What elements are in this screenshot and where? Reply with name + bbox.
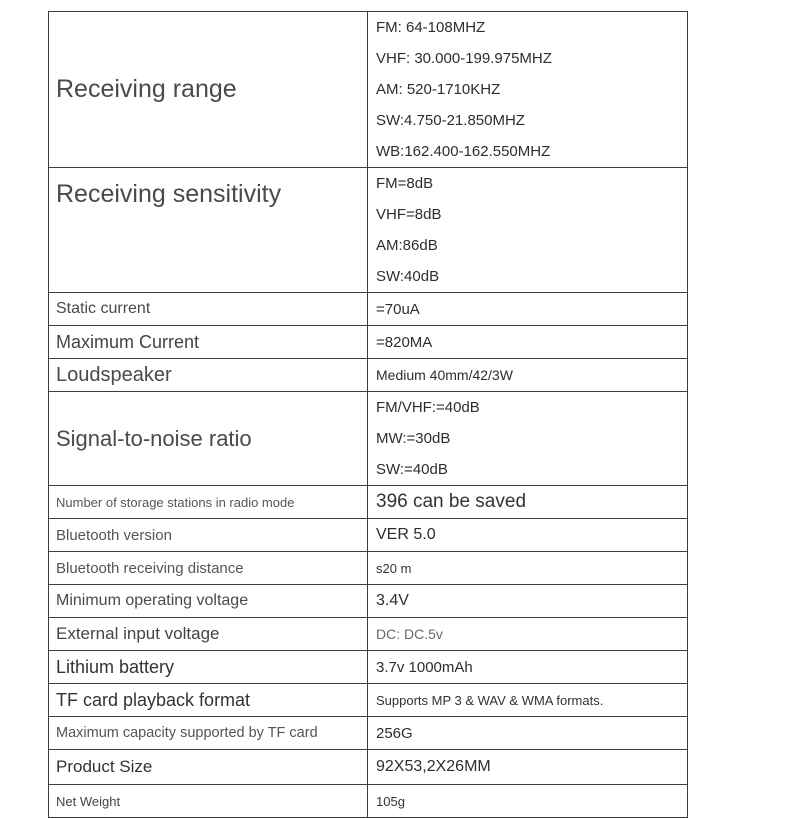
value-line: AM: 520-1710KHZ	[376, 81, 501, 98]
row-label	[48, 717, 368, 749]
label-text: Product Size	[56, 757, 153, 776]
label-text: TF card playback format	[56, 689, 251, 710]
row-label	[48, 519, 368, 551]
value-line: SW:40dB	[376, 268, 440, 285]
value-text: 396 can be saved	[376, 491, 527, 512]
label-text: Lithium battery	[56, 656, 175, 677]
value-line: SW:=40dB	[376, 461, 448, 478]
row-label	[48, 293, 368, 325]
table-row	[48, 617, 688, 650]
row-label	[48, 392, 368, 485]
row-label	[48, 585, 368, 617]
row-value	[368, 519, 688, 551]
value-line: FM/VHF:=40dB	[376, 399, 480, 416]
value-text: Supports MP 3 & WAV & WMA formats.	[376, 692, 604, 708]
value-text: =70uA	[376, 300, 420, 318]
value-text: =820MA	[376, 333, 433, 351]
label-text: Maximum capacity supported by TF card	[56, 725, 318, 741]
label-text: External input voltage	[56, 624, 220, 643]
label-text: Bluetooth receiving distance	[56, 559, 244, 577]
row-value	[368, 785, 688, 817]
row-value	[368, 12, 688, 167]
table-row	[48, 325, 688, 358]
row-value	[368, 486, 688, 518]
row-label	[48, 486, 368, 518]
table-row	[48, 518, 688, 551]
table-row	[48, 683, 688, 716]
spec-table	[48, 11, 688, 818]
table-row	[48, 485, 688, 518]
label-text: Signal-to-noise ratio	[56, 425, 252, 451]
table-row	[48, 11, 688, 167]
row-label	[48, 552, 368, 584]
row-label	[48, 168, 368, 292]
label-text: Maximum Current	[56, 331, 200, 352]
row-value	[368, 359, 688, 391]
value-line: WB:162.400-162.550MHZ	[376, 143, 551, 160]
value-text: 105g	[376, 793, 405, 809]
value-text: 3.4V	[376, 592, 409, 609]
label-text: Minimum operating voltage	[56, 592, 249, 609]
row-label	[48, 785, 368, 817]
label-text: Bluetooth version	[56, 526, 172, 544]
table-row	[48, 749, 688, 784]
row-label	[48, 326, 368, 358]
value-line: FM: 64-108MHZ	[376, 19, 486, 36]
row-value	[368, 717, 688, 749]
row-value	[368, 168, 688, 292]
table-row	[48, 716, 688, 749]
label-text: Net Weight	[56, 793, 121, 809]
row-value	[368, 684, 688, 716]
row-value	[368, 585, 688, 617]
table-row	[48, 584, 688, 617]
row-value	[368, 392, 688, 485]
row-value	[368, 293, 688, 325]
table-row	[48, 167, 688, 292]
value-line: FM=8dB	[376, 175, 434, 192]
value-line: AM:86dB	[376, 237, 438, 254]
label-text: Receiving sensitivity	[56, 180, 282, 208]
value-text: Medium 40mm/42/3W	[376, 367, 513, 383]
row-label	[48, 359, 368, 391]
value-text: 92X53,2X26MM	[376, 758, 491, 775]
row-label	[48, 651, 368, 683]
value-text: 256G	[376, 724, 413, 742]
row-value	[368, 750, 688, 784]
label-text: Static current	[56, 300, 151, 317]
row-label	[48, 750, 368, 784]
table-row	[48, 650, 688, 683]
row-label	[48, 684, 368, 716]
value-line: SW:4.750-21.850MHZ	[376, 112, 525, 129]
row-value	[368, 651, 688, 683]
row-label	[48, 12, 368, 167]
table-row	[48, 551, 688, 584]
label-text: Receiving range	[56, 75, 237, 103]
value-text: s20 m	[376, 560, 412, 576]
value-line: VHF: 30.000-199.975MHZ	[376, 50, 552, 67]
table-row	[48, 292, 688, 325]
value-text: DC: DC.5v	[376, 626, 443, 642]
label-text: Number of storage stations in radio mode	[56, 494, 295, 510]
value-line: VHF=8dB	[376, 206, 442, 223]
row-value	[368, 326, 688, 358]
value-text: VER 5.0	[376, 526, 436, 543]
label-text: Loudspeaker	[56, 363, 172, 386]
row-value	[368, 552, 688, 584]
table-row	[48, 391, 688, 485]
value-text: 3.7v 1000mAh	[376, 658, 473, 676]
row-label	[48, 618, 368, 650]
table-row	[48, 358, 688, 391]
value-line: MW:=30dB	[376, 430, 451, 447]
table-row	[48, 784, 688, 818]
row-value	[368, 618, 688, 650]
